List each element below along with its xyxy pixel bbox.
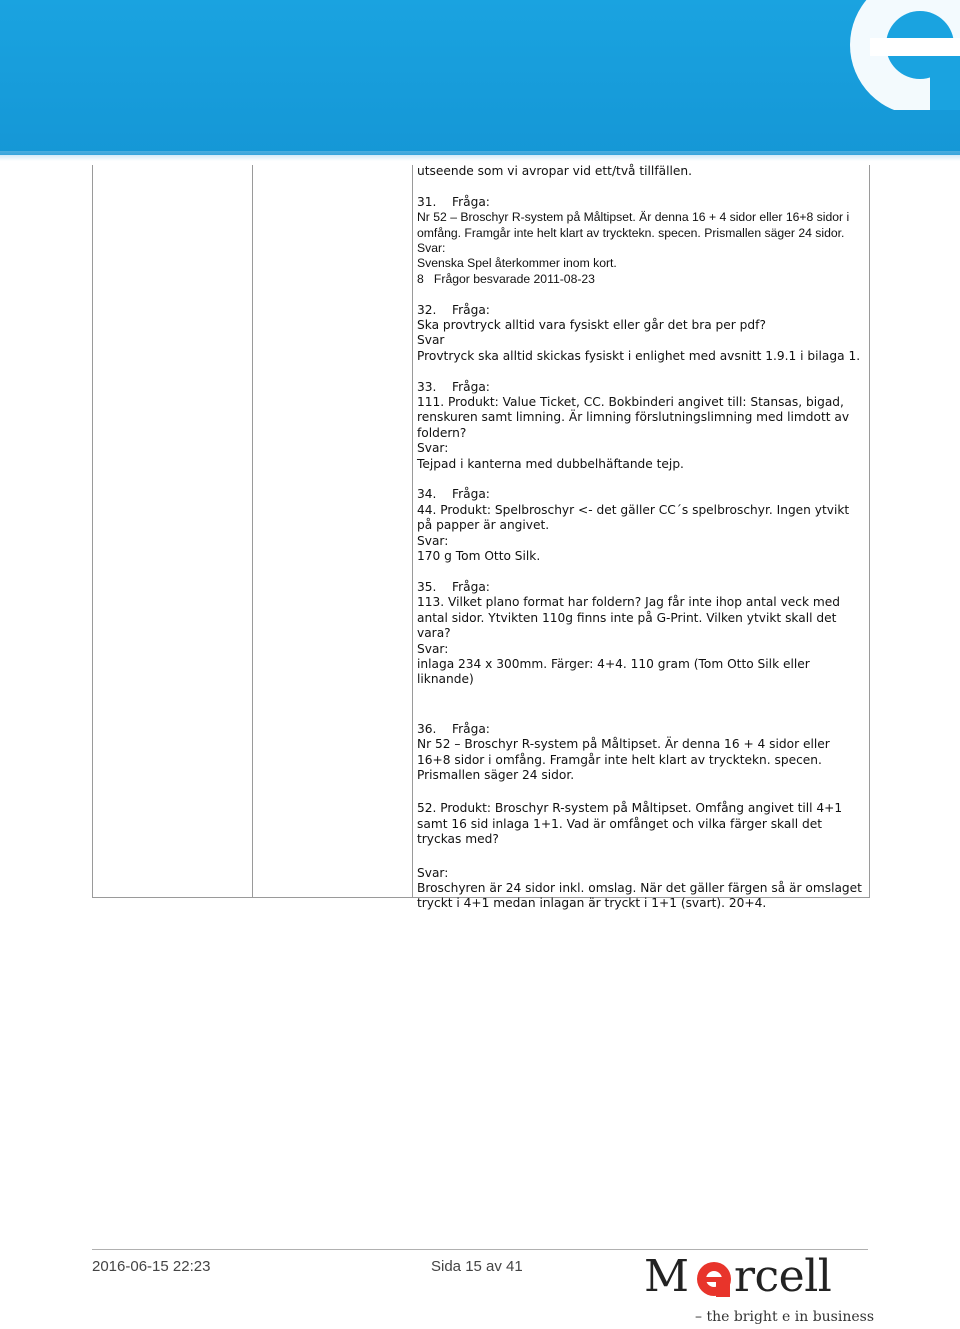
question-label: Fråga: <box>452 487 490 502</box>
footer-page-number: Sida 15 av 41 <box>431 1258 523 1275</box>
answered-note: 8 Frågor besvarade 2011-08-23 <box>417 271 595 286</box>
answer-text: Svenska Spel återkommer inom kort. <box>417 256 617 271</box>
question-label: Fråga: <box>452 579 490 594</box>
header-band <box>0 0 960 155</box>
answer-text: Tejpad i kanterna med dubbelhäftande tejp. <box>417 456 684 471</box>
question-number: 36. <box>417 721 437 736</box>
question-number: 35. <box>417 579 437 594</box>
question-text: 52. Produkt: Broschyr R-system på Måltipset. Omfång angivet till 4+1 samt 16 sid inlaga 1+1. Vad är omfånget och vilka färger skall det tryckas med? <box>417 801 843 847</box>
question-heading <box>417 487 865 502</box>
column-divider <box>412 165 413 897</box>
question-label: Fråga: <box>452 721 490 736</box>
qa-content <box>417 164 865 912</box>
morcell-e-logo-icon <box>696 1261 732 1297</box>
question-number: 31. <box>417 194 437 209</box>
footer-divider <box>92 1249 868 1250</box>
answer-text: Broschyren är 24 sidor inkl. omslag. När det gäller färgen så är omslaget tryckt i 4+1 medan inlagan är tryckt i 1+1 (svart). 20+4. <box>417 880 862 911</box>
question-number: 34. <box>417 487 437 502</box>
question-label: Fråga: <box>452 302 490 317</box>
question-text: 113. Vilket plano format har foldern? Jag får inte ihop antal veck med antal sidor. Ytvikten 110g finns inte på G-Print. Vilken ytvikt skall det vara? <box>417 595 841 641</box>
answer-label: Svar: <box>417 441 449 456</box>
question-text: 111. Produkt: Value Ticket, CC. Bokbinderi angivet till: Stansas, bigad, renskuren samt limning. Är limning förslutningslimning med limdott av foldern? <box>417 395 850 440</box>
question-heading <box>417 303 865 318</box>
logo-tagline: – the bright e in business <box>695 1309 875 1325</box>
answer-label: Svar: <box>417 241 446 256</box>
question-heading <box>417 380 865 395</box>
question-text: Nr 52 – Broschyr R-system på Måltipset. Är denna 16 + 4 sidor eller 16+8 sidor i omfång. Framgår inte helt klart av trycktekn. specen. Prismallen säger 24 sidor. <box>417 210 850 240</box>
answer-text: inlaga 234 x 300mm. Färger: 4+4. 110 gram (Tom Otto Silk eller liknande) <box>417 656 810 687</box>
answer-label: Svar <box>417 333 445 348</box>
morcell-e-icon <box>810 0 960 110</box>
question-number: 33. <box>417 379 437 394</box>
logo-letter-m: M <box>644 1251 690 1302</box>
question-heading <box>417 580 865 595</box>
answer-text: 170 g Tom Otto Silk. <box>417 549 541 564</box>
question-number: 32. <box>417 302 437 317</box>
answer-text: Provtryck ska alltid skickas fysiskt i enlighet med avsnitt 1.9.1 i bilaga 1. <box>417 348 861 363</box>
answer-label: Svar: <box>417 865 449 880</box>
question-text: Ska provtryck alltid vara fysiskt eller går det bra per pdf? <box>417 318 766 333</box>
column-divider <box>252 165 253 897</box>
question-text: 44. Produkt: Spelbroschyr <- det gäller CC´s spelbroschyr. Ingen ytvikt på papper är angivet. <box>417 502 850 533</box>
question-heading <box>417 722 865 737</box>
answer-label: Svar: <box>417 641 449 656</box>
logo-wordmark: rcell <box>734 1251 832 1302</box>
question-heading <box>417 195 865 210</box>
footer-datetime: 2016-06-15 22:23 <box>92 1258 211 1275</box>
question-label: Fråga: <box>452 194 490 209</box>
answer-label: Svar: <box>417 533 449 548</box>
intro-text: utseende som vi avropar vid ett/två tillfällen. <box>417 164 692 178</box>
question-text: Nr 52 – Broschyr R-system på Måltipset. Är denna 16 + 4 sidor eller 16+8 sidor i omfång. Framgår inte helt klart av trycktekn. specen. Prismallen säger 24 sidor. <box>417 737 830 782</box>
question-label: Fråga: <box>452 379 490 394</box>
morcell-logo <box>644 1253 866 1301</box>
